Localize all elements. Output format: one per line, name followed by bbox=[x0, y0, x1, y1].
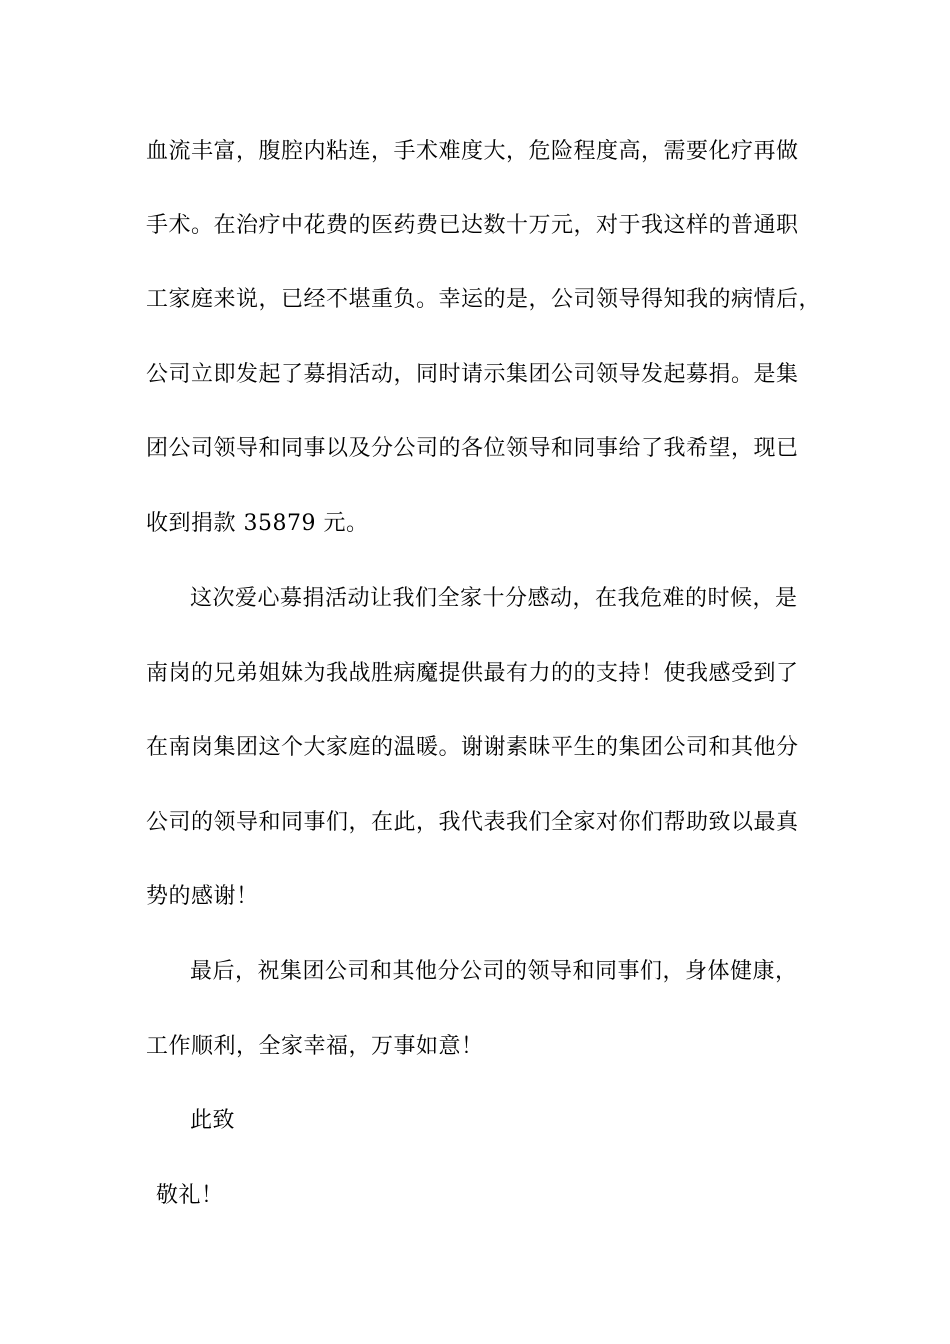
paragraph-line: 南岗的兄弟姐妹为我战胜病魔提供最有力的的支持！使我感受到了 bbox=[146, 661, 799, 686]
paragraph-line: 血流丰富，腹腔内粘连，手术难度大，危险程度高，需要化疗再做 bbox=[146, 139, 799, 164]
paragraph-line: 最后，祝集团公司和其他分公司的领导和同事们，身体健康， bbox=[190, 959, 798, 984]
paragraph-line: 工作顺利，全家幸福，万事如意！ bbox=[146, 1034, 484, 1059]
paragraph-line: 收到捐款 35879 元。 bbox=[146, 511, 369, 536]
closing-regards: 敬礼！ bbox=[156, 1183, 224, 1208]
closing-salutation: 此致 bbox=[190, 1108, 236, 1133]
paragraph-line: 公司的领导和同事们，在此，我代表我们全家对你们帮助致以最真 bbox=[146, 810, 799, 835]
paragraph-line: 在南岗集团这个大家庭的温暖。谢谢素昧平生的集团公司和其他分 bbox=[146, 735, 799, 760]
paragraph-line: 手术。在治疗中花费的医药费已达数十万元，对于我这样的普通职 bbox=[146, 213, 799, 238]
paragraph-line: 工家庭来说，已经不堪重负。幸运的是，公司领导得知我的病情后， bbox=[146, 287, 822, 312]
paragraph-line: 公司立即发起了募捐活动，同时请示集团公司领导发起募捐。是集 bbox=[146, 362, 799, 387]
paragraph-line: 势的感谢！ bbox=[146, 884, 259, 909]
paragraph-line: 团公司领导和同事以及分公司的各位领导和同事给了我希望，现已 bbox=[146, 436, 799, 461]
paragraph-line: 这次爱心募捐活动让我们全家十分感动，在我危难的时候，是 bbox=[190, 586, 798, 611]
